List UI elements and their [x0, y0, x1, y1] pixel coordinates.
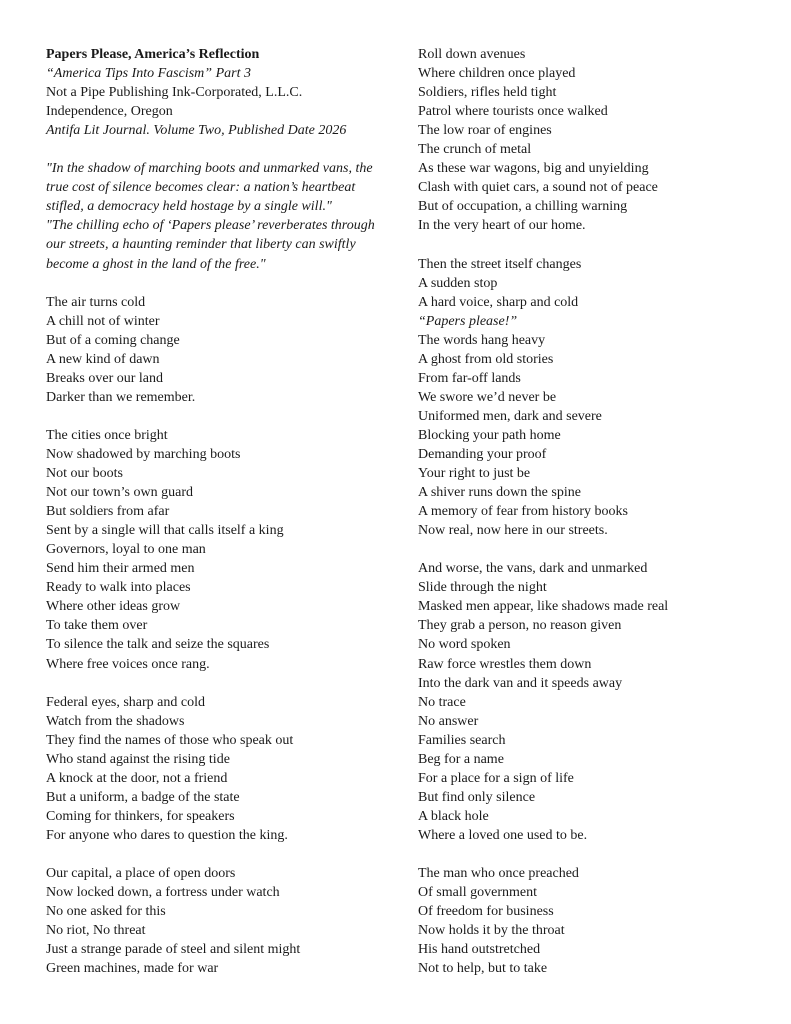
right-column-line: As these war wagons, big and unyielding	[418, 161, 649, 177]
left-column-line: "In the shadow of marching boots and unmarked vans, the	[46, 161, 373, 177]
left-column-line: become a ghost in the land of the free."	[46, 256, 266, 272]
left-column-line: But of a coming change	[46, 332, 180, 348]
right-column	[418, 45, 763, 978]
right-column-line: Families search	[418, 732, 506, 748]
right-column-line: Uniformed men, dark and severe	[418, 408, 602, 424]
right-column-line: In the very heart of our home.	[418, 218, 586, 234]
right-column-line: From far-off lands	[418, 370, 521, 386]
left-column-line: Antifa Lit Journal. Volume Two, Published Date 2026	[46, 123, 347, 139]
right-column-line: Of small government	[418, 885, 537, 901]
right-column-line: Of freedom for business	[418, 904, 554, 920]
right-column-line: They grab a person, no reason given	[418, 618, 622, 634]
left-column-line: true cost of silence becomes clear: a nation’s heartbeat	[46, 180, 356, 196]
left-column-line: A knock at the door, not a friend	[46, 770, 228, 786]
right-column-line: Soldiers, rifles held tight	[418, 85, 557, 101]
right-column-line: The man who once preached	[418, 866, 579, 882]
right-column-line: Where a loved one used to be.	[418, 827, 588, 843]
left-column-stanza-break	[46, 274, 391, 293]
right-column-line: But of occupation, a chilling warning	[418, 199, 628, 215]
left-column-line: Our capital, a place of open doors	[46, 866, 236, 882]
right-column-line: A ghost from old stories	[418, 351, 554, 367]
right-column-line: A memory of fear from history books	[418, 504, 628, 520]
right-column-line: Masked men appear, like shadows made real	[418, 599, 669, 615]
right-column-line: Demanding your proof	[418, 446, 547, 462]
left-column-line: Not our town’s own guard	[46, 485, 193, 501]
right-column-line: The crunch of metal	[418, 142, 532, 158]
left-column-line: Just a strange parade of steel and silent might	[46, 942, 301, 958]
right-column-line: Not to help, but to take	[418, 961, 548, 977]
right-column-line: No trace	[418, 694, 466, 710]
left-column-line: Governors, loyal to one man	[46, 542, 206, 558]
right-column-line: No word spoken	[418, 637, 511, 653]
left-column-line: Now locked down, a fortress under watch	[46, 885, 280, 901]
left-column	[46, 45, 391, 978]
right-column-line: Clash with quiet cars, a sound not of peace	[418, 180, 658, 196]
left-column-line: To take them over	[46, 618, 148, 634]
left-column-line: The air turns cold	[46, 294, 146, 310]
left-column-line: Where free voices once rang.	[46, 656, 210, 672]
left-column-line: Watch from the shadows	[46, 713, 185, 729]
right-column-stanza-break	[418, 540, 763, 559]
left-column-line: Sent by a single will that calls itself a king	[46, 523, 284, 539]
left-column-line: Where other ideas grow	[46, 599, 181, 615]
left-column-line: No riot, No threat	[46, 923, 146, 939]
right-column-line: No answer	[418, 713, 479, 729]
right-column-line: Now holds it by the throat	[418, 923, 565, 939]
right-column-line: We swore we’d never be	[418, 389, 557, 405]
right-column-line: Raw force wrestles them down	[418, 656, 592, 672]
right-column-line: The low roar of engines	[418, 123, 552, 139]
right-column-stanza-break	[418, 235, 763, 254]
right-column-line: Roll down avenues	[418, 47, 526, 62]
left-column-line: But a uniform, a badge of the state	[46, 789, 240, 805]
left-column-line: They find the names of those who speak out	[46, 732, 294, 748]
left-column-line: stifled, a democracy held hostage by a single will."	[46, 199, 332, 215]
left-column-line: Federal eyes, sharp and cold	[46, 694, 205, 710]
left-column-line: Not our boots	[46, 466, 123, 482]
right-column-line: A sudden stop	[418, 275, 498, 291]
left-column-line: "The chilling echo of ‘Papers please’ reverberates through	[46, 218, 375, 234]
left-column-stanza-break	[46, 845, 391, 864]
left-column-line: our streets, a haunting reminder that liberty can swiftly	[46, 237, 356, 253]
left-column-stanza-break	[46, 674, 391, 693]
right-column-line: “Papers please!”	[418, 313, 518, 329]
left-column-line: Breaks over our land	[46, 370, 164, 386]
left-column-line: Darker than we remember.	[46, 389, 196, 405]
right-column-line: Your right to just be	[418, 466, 531, 482]
right-column-line: Where children once played	[418, 66, 576, 82]
left-column-line: Send him their armed men	[46, 561, 195, 577]
right-column-line: Into the dark van and it speeds away	[418, 675, 623, 691]
left-column-stanza-break	[46, 407, 391, 426]
left-column-line: Independence, Oregon	[46, 104, 173, 120]
right-column-line: His hand outstretched	[418, 942, 541, 958]
right-column-line: Patrol where tourists once walked	[418, 104, 608, 120]
left-column-line: Who stand against the rising tide	[46, 751, 230, 767]
left-column-line: A new kind of dawn	[46, 351, 160, 367]
right-column-line: A hard voice, sharp and cold	[418, 294, 579, 310]
left-column-stanza-break	[46, 140, 391, 159]
left-column-line: Ready to walk into places	[46, 580, 191, 596]
left-column-line: Now shadowed by marching boots	[46, 446, 241, 462]
left-column-line: Not a Pipe Publishing Ink-Corporated, L.L.C.	[46, 85, 303, 101]
left-column-line: To silence the talk and seize the squares	[46, 637, 270, 653]
right-column-line: A shiver runs down the spine	[418, 485, 581, 501]
right-column-line: The words hang heavy	[418, 332, 546, 348]
right-column-line: Blocking your path home	[418, 427, 561, 443]
left-column-line: No one asked for this	[46, 904, 166, 920]
right-column-line: Then the street itself changes	[418, 256, 582, 272]
right-column-line: Beg for a name	[418, 751, 504, 767]
left-column-line: Coming for thinkers, for speakers	[46, 808, 235, 824]
left-column-line: For anyone who dares to question the king.	[46, 827, 288, 843]
right-column-line: And worse, the vans, dark and unmarked	[418, 561, 648, 577]
right-column-line: A black hole	[418, 808, 489, 824]
right-column-line: Slide through the night	[418, 580, 547, 596]
document-title: Papers Please, America’s Reflection	[46, 47, 260, 62]
right-column-line: But find only silence	[418, 789, 536, 805]
left-column-line: “America Tips Into Fascism” Part 3	[46, 66, 251, 82]
left-column-line: But soldiers from afar	[46, 504, 170, 520]
left-column-line: A chill not of winter	[46, 313, 160, 329]
right-column-line: Now real, now here in our streets.	[418, 523, 608, 539]
right-column-stanza-break	[418, 845, 763, 864]
right-column-line: For a place for a sign of life	[418, 770, 574, 786]
left-column-line: Green machines, made for war	[46, 961, 219, 977]
left-column-line: The cities once bright	[46, 427, 168, 443]
